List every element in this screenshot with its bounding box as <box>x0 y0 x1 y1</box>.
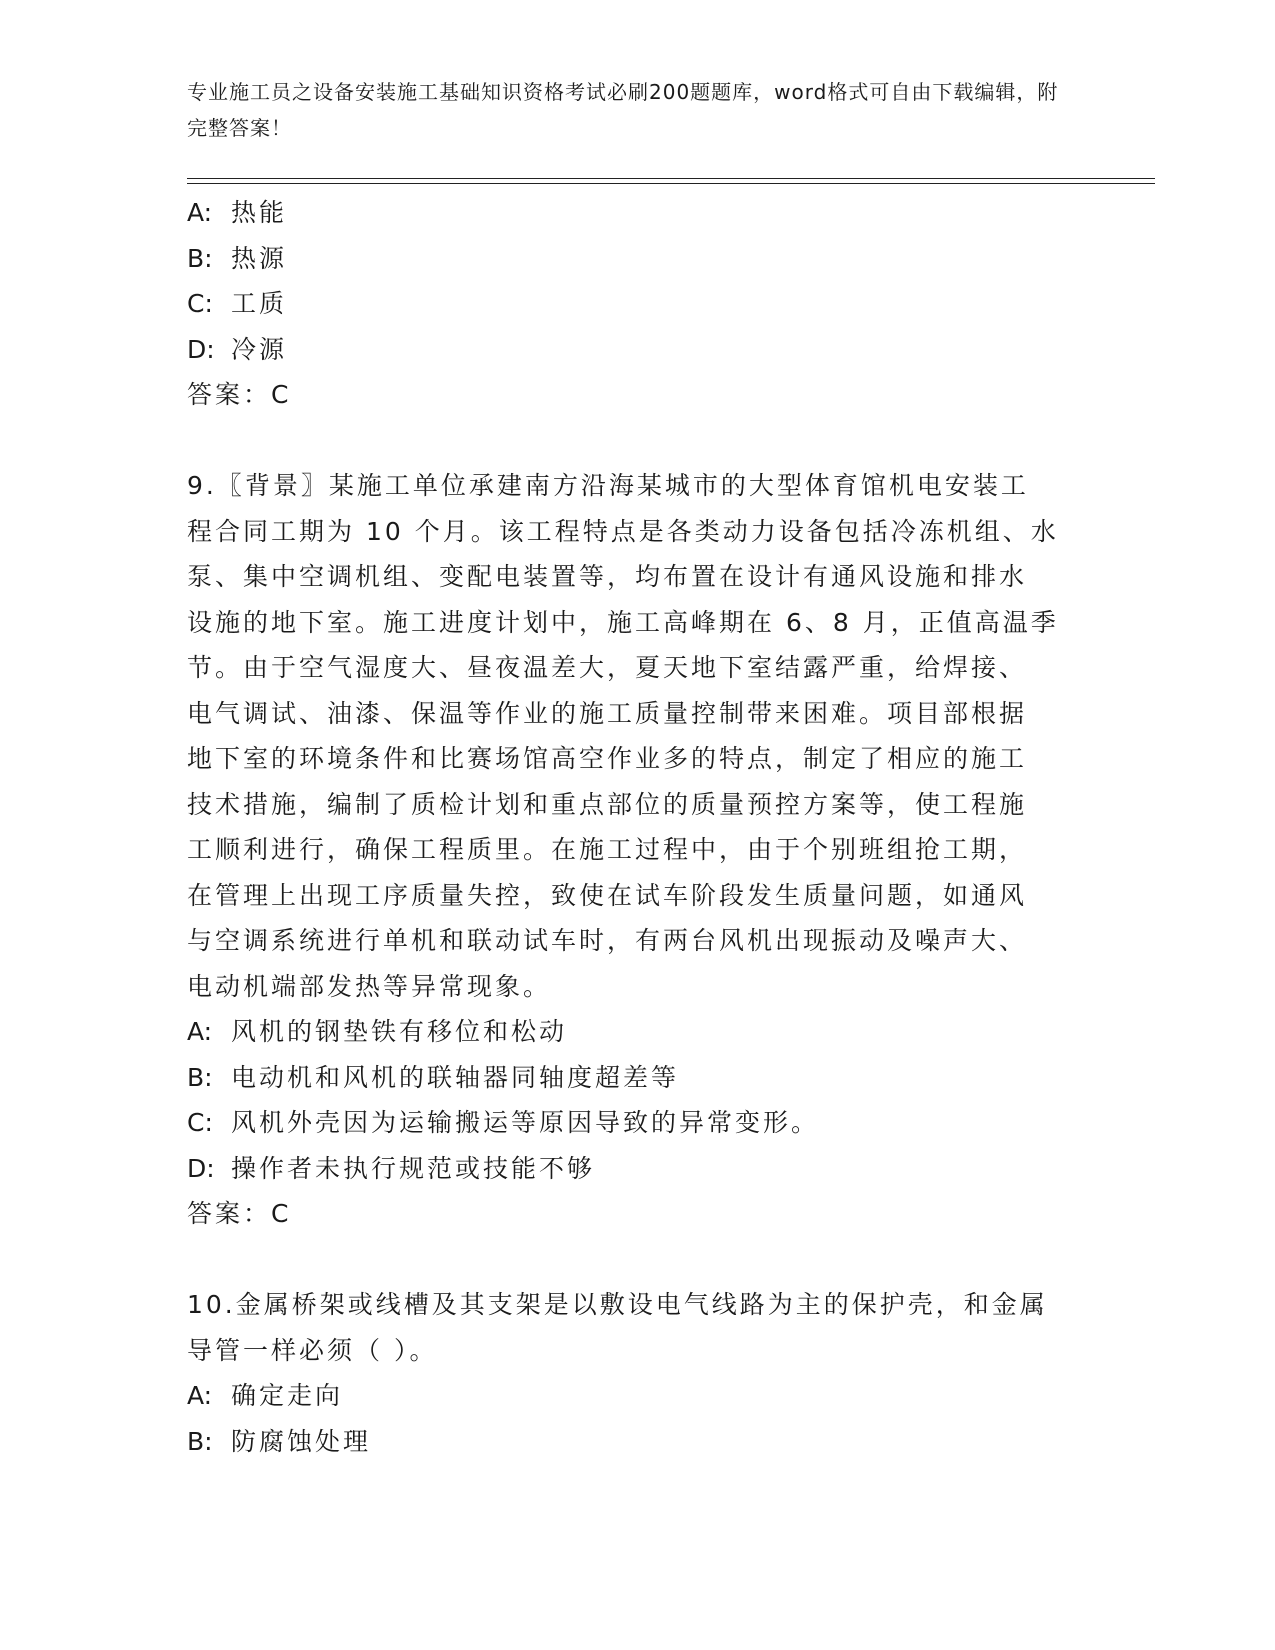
option-key: D: <box>187 334 215 364</box>
option-key: C: <box>187 289 213 318</box>
question-stem-line: 程合同工期为 10 个月。该工程特点是各类动力设备包括冷冻机组、水 <box>187 516 1059 546</box>
option-text: 热源 <box>231 243 288 273</box>
option-c <box>187 1100 1087 1146</box>
header-rule-top <box>187 178 1155 179</box>
option-d <box>187 327 1087 373</box>
option-text: 防腐蚀处理 <box>231 1426 372 1456</box>
option-text: 热能 <box>231 198 288 227</box>
option-c <box>187 281 1087 327</box>
option-text: 确定走向 <box>231 1381 344 1410</box>
option-text: 风机的钢垫铁有移位和松动 <box>231 1017 568 1046</box>
option-text: 操作者未执行规范或技能不够 <box>231 1153 596 1183</box>
question-stem-line: 导管一样必须（ ）。 <box>187 1335 438 1365</box>
spacer <box>187 418 1087 464</box>
option-text: 冷源 <box>231 334 288 364</box>
option-key: C: <box>187 1108 213 1137</box>
option-key: D: <box>187 1153 215 1183</box>
option-key: A: <box>187 1017 213 1046</box>
document-header <box>187 74 1067 146</box>
option-d <box>187 1146 1087 1192</box>
option-key: B: <box>187 243 213 273</box>
option-text: 风机外壳因为运输搬运等原因导致的异常变形。 <box>231 1108 820 1137</box>
question-stem-line: 地下室的环境条件和比赛场馆高空作业多的特点，制定了相应的施工 <box>187 744 1028 773</box>
option-key: A: <box>187 198 213 227</box>
question-stem-line: 10.金属桥架或线槽及其支架是以敷设电气线路为主的保护壳，和金属 <box>187 1290 1048 1319</box>
option-b <box>187 1055 1087 1101</box>
question-stem-line: 工顺利进行，确保工程质里。在施工过程中，由于个别班组抢工期， <box>187 835 1028 864</box>
option-a <box>187 1009 1087 1055</box>
question-9 <box>187 463 1087 1237</box>
question-stem-line: 电动机端部发热等异常现象。 <box>187 971 552 1001</box>
question-stem-line: 电气调试、油漆、保温等作业的施工质量控制带来困难。项目部根据 <box>187 698 1028 728</box>
option-text: 工质 <box>231 289 288 318</box>
answer: 答案：C <box>187 380 292 409</box>
question-stem-line: 节。由于空气湿度大、昼夜温差大，夏天地下室结露严重，给焊接、 <box>187 653 1028 682</box>
question-stem-line: 设施的地下室。施工进度计划中，施工高峰期在 6、8 月，正值高温季 <box>187 607 1059 637</box>
document-title: 专业施工员之设备安装施工基础知识资格考试必刷200题题库，word格式可自由下载编辑，附完整答案！ <box>187 80 1059 140</box>
spacer <box>187 1237 1087 1283</box>
answer: 答案：C <box>187 1199 292 1228</box>
question-stem-line: 技术措施，编制了质检计划和重点部位的质量预控方案等，使工程施 <box>187 789 1028 819</box>
option-key: A: <box>187 1381 213 1410</box>
question-content <box>187 190 1087 1464</box>
option-a <box>187 190 1087 236</box>
question-10 <box>187 1282 1087 1464</box>
option-b <box>187 236 1087 282</box>
option-key: B: <box>187 1062 213 1092</box>
question-8 <box>187 190 1087 418</box>
option-key: B: <box>187 1426 213 1456</box>
header-rule-bottom <box>187 183 1155 184</box>
option-a <box>187 1373 1087 1419</box>
question-stem-line: 泵、集中空调机组、变配电装置等，均布置在设计有通风设施和排水 <box>187 562 1028 591</box>
question-stem-line: 9.〖背景〗某施工单位承建南方沿海某城市的大型体育馆机电安装工 <box>187 471 1029 500</box>
question-stem-line: 与空调系统进行单机和联动试车时，有两台风机出现振动及噪声大、 <box>187 926 1028 955</box>
option-b <box>187 1419 1087 1465</box>
option-text: 电动机和风机的联轴器同轴度超差等 <box>231 1062 680 1092</box>
question-stem-line: 在管理上出现工序质量失控，致使在试车阶段发生质量问题，如通风 <box>187 880 1028 910</box>
